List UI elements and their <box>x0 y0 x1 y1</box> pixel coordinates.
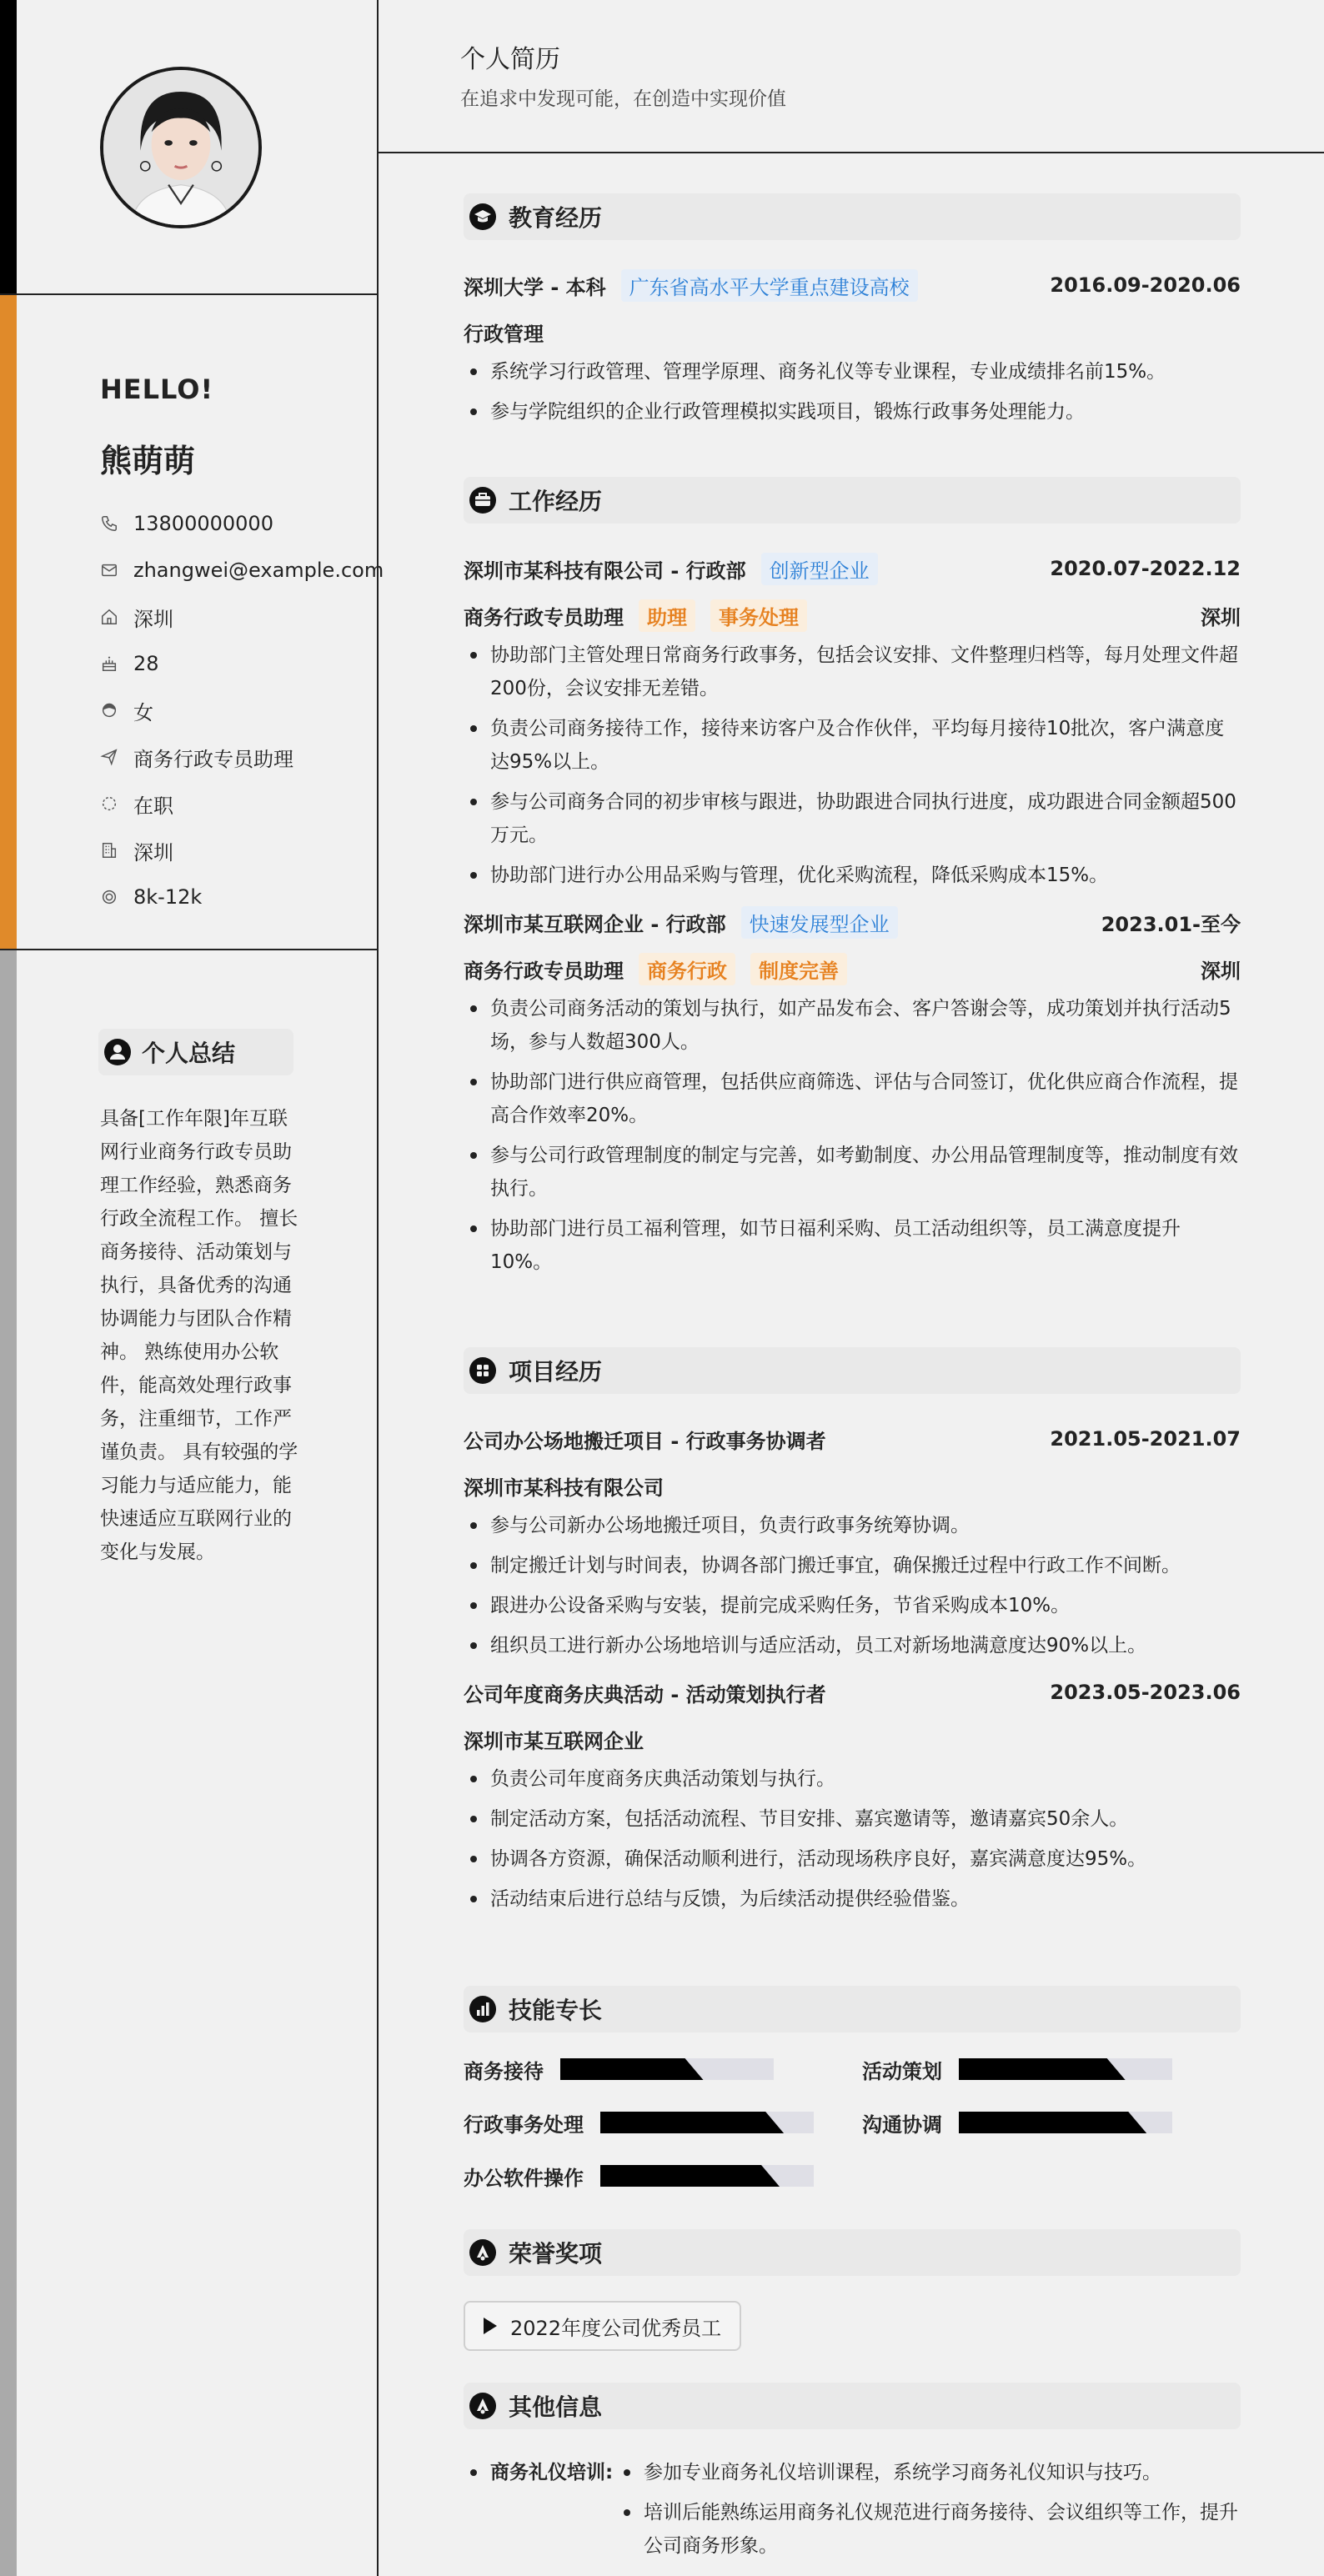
gender-value: 女 <box>133 700 153 724</box>
user-circle-icon <box>103 1038 132 1066</box>
skills-section <box>464 1986 1241 2213</box>
skill-bar-fill <box>959 2058 1126 2080</box>
info-email <box>100 547 384 594</box>
skill-name: 商务接待 <box>464 2059 544 2083</box>
school-tag: 广东省高水平大学重点建设高校 <box>621 269 918 302</box>
skill-name: 活动策划 <box>862 2059 942 2083</box>
header-divider <box>377 152 1324 153</box>
job-role-tag: 助理 <box>639 599 695 632</box>
list-item: 协助部门进行办公用品采购与管理，优化采购流程，降低采购成本15%。 <box>464 859 1241 892</box>
education-header <box>464 193 1241 240</box>
avatar <box>100 67 262 228</box>
job-city: 深圳 <box>1201 959 1241 983</box>
list-item: 培训后能熟练运用商务礼仪规范进行商务接待、会议组织等工作，提升公司商务形象。 <box>617 2496 1241 2563</box>
job-company: 深圳市某科技有限公司 - 行政部 <box>464 559 746 583</box>
skill-item <box>862 2099 1172 2146</box>
position-value: 商务行政专员助理 <box>133 747 293 771</box>
list-item: 活动结束后进行总结与反馈，为后续活动提供经验借鉴。 <box>464 1882 1241 1916</box>
home-icon <box>100 608 118 626</box>
other-section <box>464 2383 1241 2569</box>
loading-icon <box>100 794 118 813</box>
other-title: 其他信息 <box>509 2393 603 2421</box>
job-row <box>464 545 1241 592</box>
info-status <box>100 780 367 827</box>
sidebar <box>0 0 384 2576</box>
sidebar-divider <box>0 949 377 950</box>
info-age <box>100 640 367 687</box>
job-row <box>464 899 1241 945</box>
job-bullets <box>464 992 1241 1279</box>
skill-item <box>464 2046 774 2092</box>
job-role: 商务行政专员助理 <box>464 605 624 629</box>
email-value: zhangwei@example.com <box>133 559 384 582</box>
project-period: 2021.05-2021.07 <box>1050 1427 1241 1451</box>
skill-bar-fill <box>560 2058 704 2080</box>
play-icon <box>484 2318 497 2334</box>
major-name: 行政管理 <box>464 322 544 346</box>
award-name: 2022年度公司优秀员工 <box>510 2316 722 2340</box>
graduation-cap-icon <box>469 203 497 231</box>
target-city-value: 深圳 <box>133 840 173 865</box>
info-salary <box>100 874 367 920</box>
salary-value: 8k-12k <box>133 885 203 909</box>
work-title: 工作经历 <box>509 488 603 515</box>
avatar-portrait-icon <box>103 70 258 225</box>
project-row <box>464 1416 1241 1462</box>
sidebar-stripe-gray <box>0 950 17 2576</box>
other-bullets <box>617 2456 1241 2569</box>
info-location <box>100 594 367 640</box>
list-item: 负责公司年度商务庆典活动策划与执行。 <box>464 1762 1241 1796</box>
list-item: 系统学习行政管理、管理学原理、商务礼仪等专业课程，专业成绩排名前15%。 <box>464 355 1241 388</box>
job-bullets <box>464 639 1241 892</box>
gender-icon <box>100 701 118 719</box>
skill-bar <box>959 2112 1172 2133</box>
building-icon <box>100 841 118 860</box>
education-period: 2016.09-2020.06 <box>1050 273 1241 297</box>
sidebar-stripe-black <box>0 0 17 293</box>
info-icon <box>469 2392 497 2420</box>
project-row <box>464 1669 1241 1716</box>
project-name: 公司办公场地搬迁项目 - 行政事务协调者 <box>464 1429 826 1453</box>
age-value: 28 <box>133 652 159 675</box>
hello-heading: HELLO! <box>100 373 214 405</box>
education-row <box>464 262 1241 308</box>
skill-bar-fill <box>600 2112 784 2133</box>
bullet-dot <box>464 2456 490 2569</box>
education-bullets <box>464 355 1241 428</box>
grid-icon <box>469 1356 497 1385</box>
job-company-tag: 快速发展型企业 <box>741 906 898 939</box>
education-section <box>464 193 1241 435</box>
bar-chart-icon <box>469 1995 497 2023</box>
info-gender <box>100 687 367 734</box>
job-company: 深圳市某互联网企业 - 行政部 <box>464 912 726 936</box>
location-value: 深圳 <box>133 607 173 631</box>
page-title: 个人简历 <box>460 45 560 74</box>
page-subtitle: 在追求中发现可能，在创造中实现价值 <box>460 88 786 110</box>
work-header <box>464 477 1241 524</box>
job-period: 2020.07-2022.12 <box>1050 557 1241 580</box>
projects-title: 项目经历 <box>509 1358 603 1386</box>
other-header <box>464 2383 1241 2429</box>
mail-icon <box>100 561 118 579</box>
job-role: 商务行政专员助理 <box>464 959 624 983</box>
awards-header <box>464 2229 1241 2276</box>
skill-item <box>464 2153 814 2199</box>
skill-name: 办公软件操作 <box>464 2166 584 2190</box>
skill-bar <box>600 2165 814 2187</box>
list-item: 协助部门主管处理日常商务行政事务，包括会议安排、文件整理归档等，每月处理文件超200份，会议安排无差错。 <box>464 639 1241 705</box>
skill-bar-fill <box>959 2112 1146 2133</box>
phone-value: 13800000000 <box>133 512 273 535</box>
skill-bar <box>600 2112 814 2133</box>
project-bullets <box>464 1509 1241 1662</box>
awards-section <box>464 2229 1241 2351</box>
list-item: 负责公司商务接待工作，接待来访客户及合作伙伴，平均每月接待10批次，客户满意度达95%以上。 <box>464 712 1241 779</box>
info-target-city <box>100 827 367 874</box>
list-item: 参加专业商务礼仪培训课程，系统学习商务礼仪知识与技巧。 <box>617 2456 1241 2489</box>
job-role-row <box>464 945 1241 992</box>
project-org: 深圳市某互联网企业 <box>464 1729 644 1753</box>
job-role-row <box>464 592 1241 639</box>
award-icon <box>469 2238 497 2267</box>
list-item: 参与学院组织的企业行政管理模拟实践项目，锻炼行政事务处理能力。 <box>464 395 1241 428</box>
list-item: 参与公司行政管理制度的制定与完善，如考勤制度、办公用品管理制度等，推动制度有效执行。 <box>464 1139 1241 1205</box>
job-role-tag: 商务行政 <box>639 953 735 985</box>
award-item <box>464 2301 741 2351</box>
other-item <box>464 2456 1241 2569</box>
project-org: 深圳市某科技有限公司 <box>464 1476 664 1500</box>
skills-grid <box>464 2046 1241 2213</box>
summary-title: 个人总结 <box>142 1040 236 1067</box>
job-period: 2023.01-至今 <box>1101 912 1241 936</box>
list-item: 组织员工进行新办公场地培训与适应活动，员工对新场地满意度达90%以上。 <box>464 1629 1241 1662</box>
awards-title: 荣誉奖项 <box>509 2240 603 2268</box>
list-item: 参与公司商务合同的初步审核与跟进，协助跟进合同执行进度，成功跟进合同金额超500万元。 <box>464 785 1241 852</box>
job-role-tag: 制度完善 <box>750 953 847 985</box>
sidebar-divider <box>0 293 377 295</box>
school-name: 深圳大学 - 本科 <box>464 275 606 299</box>
coin-icon <box>100 888 118 906</box>
skill-name: 行政事务处理 <box>464 2112 584 2137</box>
project-period: 2023.05-2023.06 <box>1050 1681 1241 1704</box>
work-section <box>464 477 1241 1285</box>
list-item: 跟进办公设备采购与安装，提前完成采购任务，节省采购成本10%。 <box>464 1589 1241 1622</box>
projects-header <box>464 1347 1241 1394</box>
project-bullets <box>464 1762 1241 1916</box>
info-position <box>100 734 367 780</box>
summary-text: 具备[工作年限]年互联网行业商务行政专员助理工作经验，熟悉商务行政全流程工作。 擅长商务接待、活动策划与执行，具备优秀的沟通协调能力与团队合作精神。 熟练使用办公软件，能高效处理行政事务，注重细节，工作严谨负责。 具有较强的学习能力与适应能力，能快速适应互联网行业的变化与发展。 <box>100 1108 298 1563</box>
job-company-tag: 创新型企业 <box>761 553 878 585</box>
info-phone <box>100 500 367 547</box>
summary-header <box>98 1029 293 1075</box>
skills-title: 技能专长 <box>509 1997 603 2024</box>
cake-icon <box>100 654 118 673</box>
list-item: 协助部门进行员工福利管理，如节日福利采购、员工活动组织等，员工满意度提升10%。 <box>464 1212 1241 1279</box>
list-item: 制定活动方案，包括活动流程、节目安排、嘉宾邀请等，邀请嘉宾50余人。 <box>464 1802 1241 1836</box>
status-value: 在职 <box>133 794 173 818</box>
list-item: 协调各方资源，确保活动顺利进行，活动现场秩序良好，嘉宾满意度达95%。 <box>464 1842 1241 1876</box>
briefcase-icon <box>469 486 497 514</box>
phone-icon <box>100 514 118 533</box>
send-icon <box>100 748 118 766</box>
skill-item <box>862 2046 1172 2092</box>
skill-item <box>464 2099 814 2146</box>
skill-bar <box>959 2058 1172 2080</box>
sidebar-stripe-orange <box>0 293 17 950</box>
contact-info-list <box>100 500 384 920</box>
job-city: 深圳 <box>1201 605 1241 629</box>
other-label: 商务礼仪培训: <box>490 2462 614 2483</box>
education-title: 教育经历 <box>509 204 603 232</box>
skill-bar <box>560 2058 774 2080</box>
skill-bar-fill <box>600 2165 780 2187</box>
list-item: 协助部门进行供应商管理，包括供应商筛选、评估与合同签订，优化供应商合作流程，提高合作效率20%。 <box>464 1065 1241 1132</box>
project-name: 公司年度商务庆典活动 - 活动策划执行者 <box>464 1682 826 1706</box>
skill-name: 沟通协调 <box>862 2112 942 2137</box>
job-role-tag: 事务处理 <box>710 599 807 632</box>
list-item: 制定搬迁计划与时间表，协调各部门搬迁事宜，确保搬迁过程中行政工作不间断。 <box>464 1549 1241 1582</box>
list-item: 参与公司新办公场地搬迁项目，负责行政事务统筹协调。 <box>464 1509 1241 1542</box>
list-item: 负责公司商务活动的策划与执行，如产品发布会、客户答谢会等，成功策划并执行活动5场，参与人数超300人。 <box>464 992 1241 1059</box>
candidate-name: 熊萌萌 <box>100 443 196 479</box>
projects-section <box>464 1347 1241 1922</box>
skills-header <box>464 1986 1241 2032</box>
